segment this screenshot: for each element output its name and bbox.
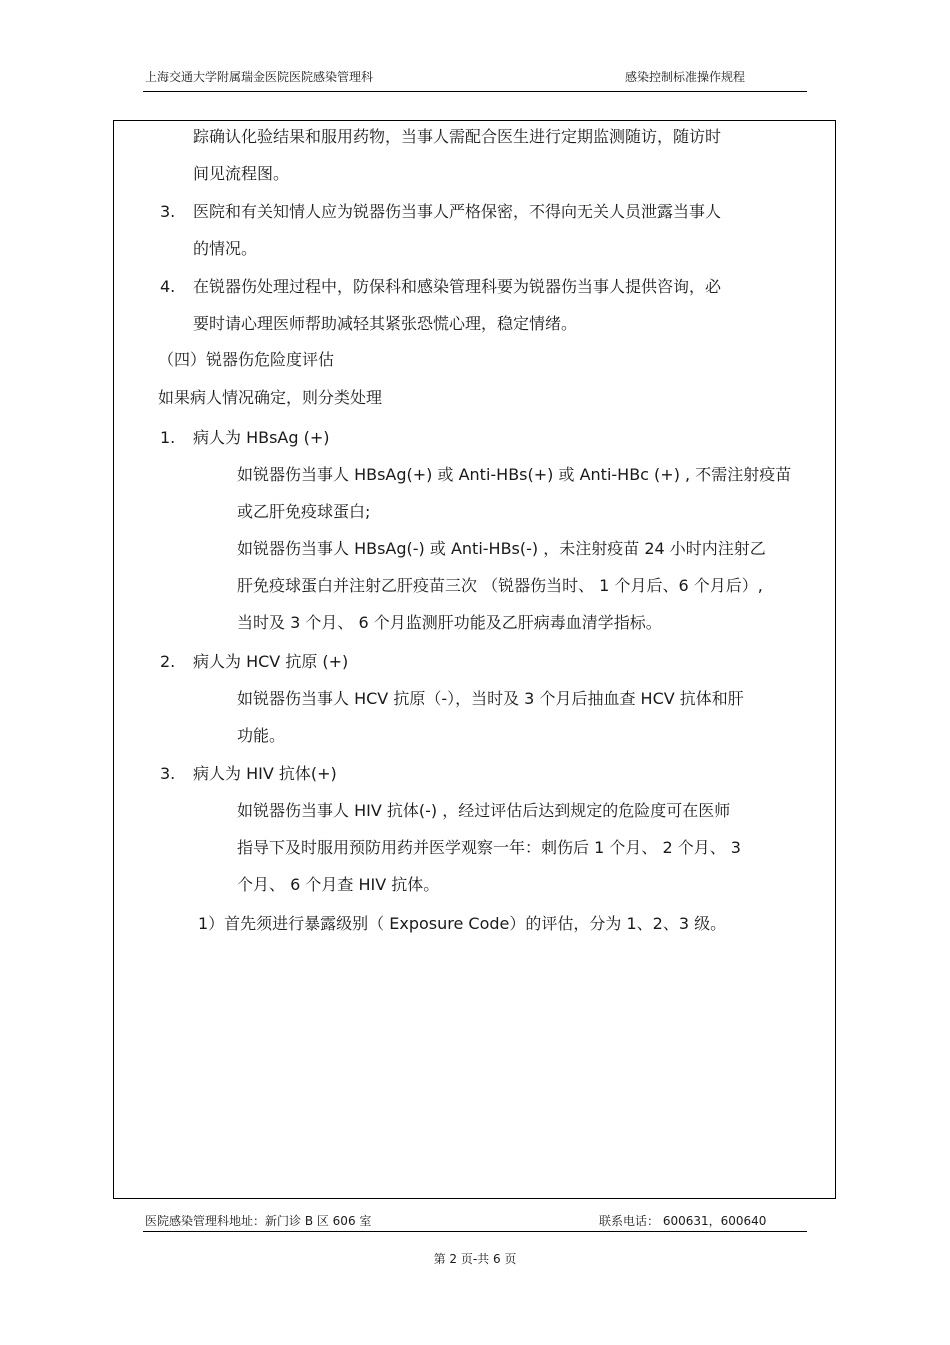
text-line: 踪确认化验结果和服用药物，当事人需配合医生进行定期监测随访，随访时	[193, 127, 722, 146]
footer-rule	[143, 1231, 807, 1232]
item-title: 病人为 HBsAg (+)	[193, 428, 330, 447]
item-title: 病人为 HCV 抗原 (+)	[193, 652, 349, 671]
header-left: 上海交通大学附属瑞金医院医院感染管理科	[145, 70, 374, 84]
text-line: 的情况。	[193, 239, 258, 258]
text-line: 要时请心理医师帮助减轻其紧张恐慌心理，稳定情绪。	[193, 314, 578, 333]
list-number: 1.	[160, 428, 176, 447]
footer-phone: 联系电话： 600631，600640	[599, 1214, 767, 1228]
list-number: 3.	[160, 202, 176, 221]
text-line: 功能。	[237, 726, 286, 745]
section-heading: （四）锐器伤危险度评估	[158, 350, 335, 369]
footer-address: 医院感染管理科地址：新门诊 B 区 606 室	[145, 1214, 372, 1228]
header-right: 感染控制标准操作规程	[625, 70, 746, 84]
header-rule	[143, 91, 807, 92]
list-number: 3.	[160, 764, 176, 783]
intro-line: 如果病人情况确定，则分类处理	[158, 388, 383, 407]
text-line: 如锐器伤当事人 HCV 抗原（-），当时及 3 个月后抽血查 HCV 抗体和肝	[237, 689, 744, 708]
list-number: 2.	[160, 652, 176, 671]
text-line: 在锐器伤处理过程中，防保科和感染管理科要为锐器伤当事人提供咨询，必	[193, 277, 722, 296]
text-line: 如锐器伤当事人 HBsAg(+) 或 Anti-HBs(+) 或 Anti-HBc (+) , 不需注射疫苗	[237, 465, 792, 484]
text-line: 或乙肝免疫球蛋白;	[237, 502, 371, 521]
sub-item: 1）首先须进行暴露级别（ Exposure Code）的评估，分为 1、2、3 级。	[198, 914, 727, 933]
text-line: 当时及 3 个月、 6 个月监测肝功能及乙肝病毒血清学指标。	[237, 613, 662, 632]
text-line: 间见流程图。	[193, 164, 290, 183]
text-line: 指导下及时服用预防用药并医学观察一年：刺伤后 1 个月、 2 个月、 3	[237, 838, 741, 857]
list-number: 4.	[160, 277, 176, 296]
text-line: 医院和有关知情人应为锐器伤当事人严格保密，不得向无关人员泄露当事人	[193, 202, 722, 221]
text-line: 个月、 6 个月查 HIV 抗体。	[237, 875, 440, 894]
text-line: 如锐器伤当事人 HIV 抗体(-) ，经过评估后达到规定的危险度可在医师	[237, 801, 731, 820]
text-line: 如锐器伤当事人 HBsAg(-) 或 Anti-HBs(-) ，未注射疫苗 24 小时内注射乙	[237, 539, 766, 558]
item-title: 病人为 HIV 抗体(+)	[193, 764, 337, 783]
text-line: 肝免疫球蛋白并注射乙肝疫苗三次 （锐器伤当时、 1 个月后、6 个月后）,	[237, 576, 763, 595]
page-number: 第 2 页-共 6 页	[433, 1252, 517, 1266]
